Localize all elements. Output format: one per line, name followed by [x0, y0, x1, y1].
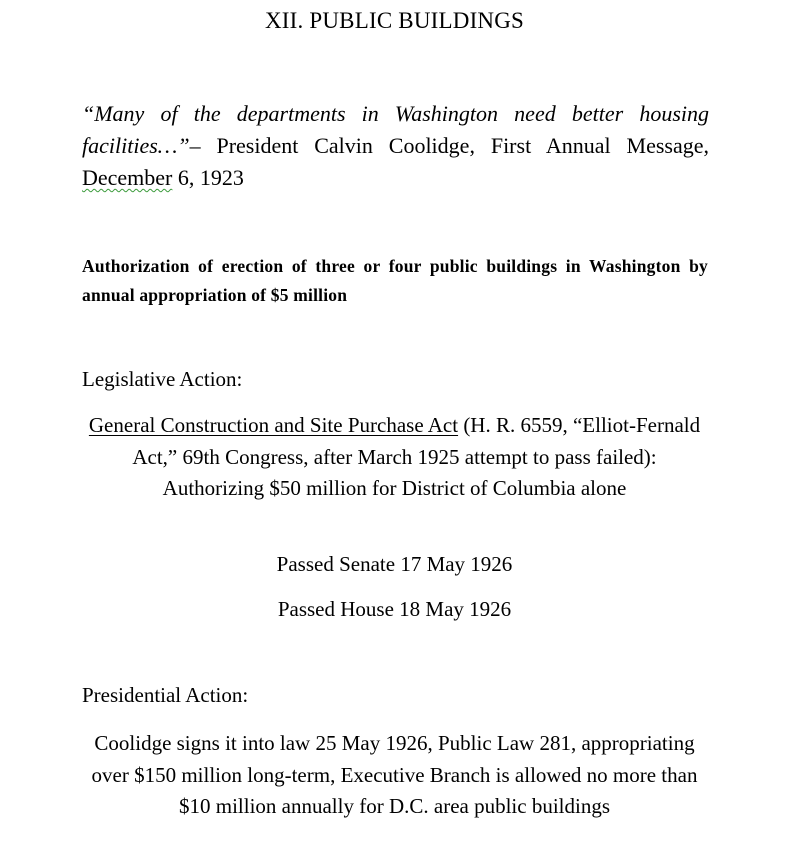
quote-text: “Many of the departments in Washington need better housing facilities…”	[82, 101, 709, 158]
presidential-action-text: Coolidge signs it into law 25 May 1926, Public Law 281, appropriating over $150 million long-term, Executive Branch is allowed no more than $10 million annually for D.C. area public buildings	[91, 731, 698, 818]
subject-heading: Authorization of erection of three or four public buildings in Washington by annual appropriation of $5 million	[82, 256, 708, 305]
act-name: General Construction and Site Purchase Act	[88, 413, 459, 437]
quote-date-rest: 6, 1923	[172, 165, 244, 190]
coolidge-quote	[82, 98, 709, 194]
passed-house: Passed House 18 May 1926	[277, 597, 512, 621]
page-title: XII. PUBLIC BUILDINGS	[264, 8, 525, 33]
quote-date-month: December	[82, 165, 173, 190]
quote-attribution: – President Calvin Coolidge, First Annual Message,	[189, 133, 709, 158]
act-details: (H. R. 6559, “Elliot-Fernald Act,” 69th Congress, after March 1925 attempt to pass failed): Authorizing $50 million for District of Columbia alone	[132, 413, 701, 500]
passed-senate: Passed Senate 17 May 1926	[276, 552, 513, 576]
act-description	[80, 410, 709, 505]
presidential-action-heading: Presidential Action:	[82, 683, 249, 707]
legislative-action-heading: Legislative Action:	[82, 367, 243, 391]
